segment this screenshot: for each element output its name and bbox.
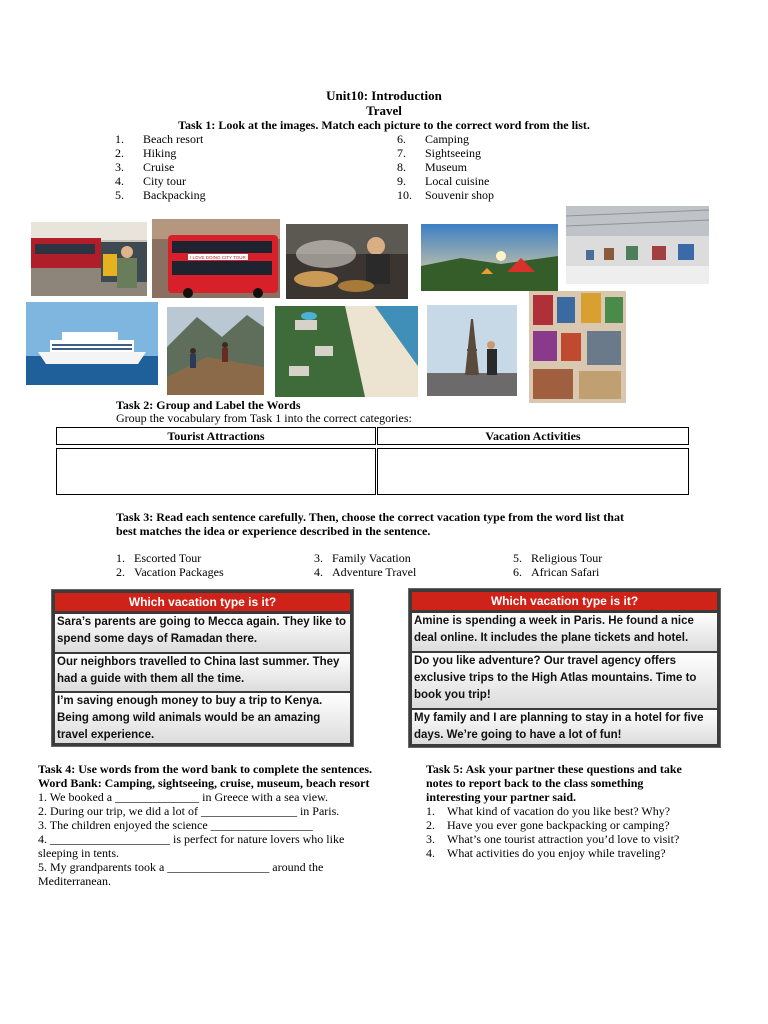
list-item (115, 132, 206, 146)
list-text: Adventure Travel (332, 565, 417, 579)
list-item (115, 188, 206, 202)
list-number: 2. (115, 146, 124, 160)
list-number: 7. (397, 146, 406, 160)
page-title: Unit10: Introduction (326, 88, 442, 103)
task5-question-list (426, 804, 679, 860)
list-text: Beach resort (143, 132, 204, 146)
list-text: Museum (425, 160, 467, 174)
list-item (397, 188, 494, 202)
list-text: Have you ever gone backpacking or camping? (447, 818, 670, 832)
list-text: Family Vacation (332, 551, 411, 565)
list-text: Vacation Packages (134, 565, 224, 579)
list-item (115, 146, 206, 160)
photo-backpacking (31, 222, 147, 296)
vacation-type-item (314, 565, 416, 579)
photo-city-tour (152, 219, 280, 298)
sentence-line: travel experience. (57, 729, 155, 741)
list-text: Religious Tour (531, 551, 603, 565)
list-item (115, 160, 206, 174)
list-number: 4. (115, 174, 124, 188)
vacation-type-item (513, 565, 599, 579)
category-header-vacation-activities: Vacation Activities (377, 427, 689, 445)
list-number: 10. (397, 188, 412, 202)
list-number: 3. (115, 160, 124, 174)
task3-instruction-line2: best matches the idea or experience described in the sentence. (116, 524, 431, 538)
quiz-panel-left (51, 589, 354, 747)
list-text: What activities do you enjoy while traveling? (447, 846, 666, 860)
list-text: City tour (143, 174, 187, 188)
task4-title: Task 4: Use words from the word bank to complete the sentences. (38, 762, 372, 776)
sentence-line: Sara’s parents are going to Mecca again. They like to (57, 616, 347, 628)
photo-local-cuisine (286, 224, 408, 299)
task4-sentence-4-cont: sleeping in tents. (38, 846, 119, 860)
list-text: African Safari (531, 565, 600, 579)
sentence-line: I’m saving enough money to buy a trip to Kenya. (57, 695, 323, 707)
list-text: Escorted Tour (134, 551, 202, 565)
quiz-panel-title: Which vacation type is it? (55, 593, 350, 611)
sentence-line: book you trip! (414, 689, 491, 701)
list-number: 1. (426, 804, 435, 818)
task4-sentence-5[interactable]: 5. My grandparents took a _________________ around the (38, 860, 324, 874)
task1-instruction: Task 1: Look at the images. Match each picture to the correct word from the list. (178, 118, 590, 132)
sentence-line: Being among wild animals would be an amazing (57, 712, 321, 724)
task1-word-list-left (115, 132, 206, 202)
category-box-vacation-activities[interactable] (377, 448, 689, 495)
quiz-sentence[interactable] (412, 710, 717, 744)
list-text: Camping (425, 132, 469, 146)
sentence-line: exclusive trips to the High Atlas mountains. Time to (414, 672, 697, 684)
task4-sentence-2[interactable]: 2. During our trip, we did a lot of ________________ in Paris. (38, 804, 340, 818)
sentence-line: My family and I are planning to stay in a hotel for five (414, 712, 704, 724)
vacation-type-item (116, 565, 224, 579)
list-text: Local cuisine (425, 174, 490, 188)
vacation-type-item (314, 551, 411, 565)
photo-sightseeing (427, 305, 517, 396)
list-text: What kind of vacation do you like best? Why? (447, 804, 671, 818)
list-item (426, 846, 679, 860)
task4-sentence-4[interactable]: 4. ____________________ is perfect for nature lovers who like (38, 832, 345, 846)
sentence-line: Do you like adventure? Our travel agency offers (414, 655, 677, 667)
photo-hiking (167, 307, 264, 395)
list-number: 4. (314, 565, 323, 579)
list-number: 1. (115, 132, 124, 146)
task2-instruction: Group the vocabulary from Task 1 into the correct categories: (116, 411, 412, 425)
list-item (426, 818, 679, 832)
list-text: Hiking (143, 146, 177, 160)
list-number: 8. (397, 160, 406, 174)
task5-title-line2: notes to report back to the class something (426, 776, 644, 790)
photo-beach-resort (275, 306, 418, 397)
photo-souvenir-shop (529, 291, 626, 403)
list-text: What’s one tourist attraction you’d love to visit? (447, 832, 680, 846)
list-number: 2. (116, 565, 125, 579)
list-item (397, 174, 494, 188)
list-number: 5. (115, 188, 124, 202)
quiz-panel-title: Which vacation type is it? (412, 592, 717, 610)
sentence-line: Our neighbors travelled to China last summer. They (57, 656, 340, 668)
list-number: 4. (426, 846, 435, 860)
list-text: Souvenir shop (425, 188, 494, 202)
list-item (115, 174, 206, 188)
list-text: Cruise (143, 160, 175, 174)
category-box-tourist-attractions[interactable] (56, 448, 376, 495)
list-item (397, 160, 494, 174)
sentence-line: days. We’re going to have a lot of fun! (414, 729, 622, 741)
task3-instruction-line1: Task 3: Read each sentence carefully. Then, choose the correct vacation type from the word list that (116, 510, 624, 524)
bus-sign-text: I LOVE DOING CITY TOUR (190, 255, 246, 260)
list-item (426, 804, 679, 818)
quiz-sentence[interactable] (55, 693, 350, 743)
list-item (426, 832, 679, 846)
task5-title-line3: interesting your partner said. (426, 790, 577, 804)
list-text: Backpacking (143, 188, 206, 202)
page-subtitle: Travel (366, 103, 402, 118)
task4-sentence-3[interactable]: 3. The children enjoyed the science _________________ (38, 818, 313, 832)
list-number: 5. (513, 551, 522, 565)
quiz-sentence[interactable] (412, 653, 717, 708)
photo-camping (421, 224, 558, 291)
list-item (397, 132, 494, 146)
quiz-sentence[interactable] (412, 613, 717, 651)
quiz-panel-right (408, 588, 721, 748)
sentence-line: Amine is spending a week in Paris. He found a nice (414, 615, 694, 627)
task4-word-bank: Word Bank: Camping, sightseeing, cruise, museum, beach resort (38, 776, 370, 790)
task4-sentence-5-cont: Mediterranean. (38, 874, 111, 888)
list-number: 3. (314, 551, 323, 565)
task2-title: Task 2: Group and Label the Words (116, 398, 301, 412)
sentence-line: deal online. It includes the plane tickets and hotel. (414, 632, 689, 644)
list-number: 6. (513, 565, 522, 579)
photo-museum (566, 206, 709, 284)
task1-word-list-right (397, 132, 494, 202)
sentence-line: spend some days of Ramadan there. (57, 633, 258, 645)
list-number: 2. (426, 818, 435, 832)
sentence-line: had a guide with them all the time. (57, 673, 245, 685)
list-number: 1. (116, 551, 125, 565)
list-number: 3. (426, 832, 435, 846)
task4-sentence-1[interactable]: 1. We booked a ______________ in Greece with a sea view. (38, 790, 328, 804)
quiz-sentence[interactable] (55, 614, 350, 652)
vacation-type-item (116, 551, 201, 565)
list-item (397, 146, 494, 160)
list-number: 9. (397, 174, 406, 188)
photo-cruise (26, 302, 158, 385)
category-header-tourist-attractions: Tourist Attractions (56, 427, 376, 445)
quiz-sentence[interactable] (55, 654, 350, 691)
list-number: 6. (397, 132, 406, 146)
vacation-type-item (513, 551, 602, 565)
task5-title-line1: Task 5: Ask your partner these questions and take (426, 762, 682, 776)
list-text: Sightseeing (425, 146, 481, 160)
